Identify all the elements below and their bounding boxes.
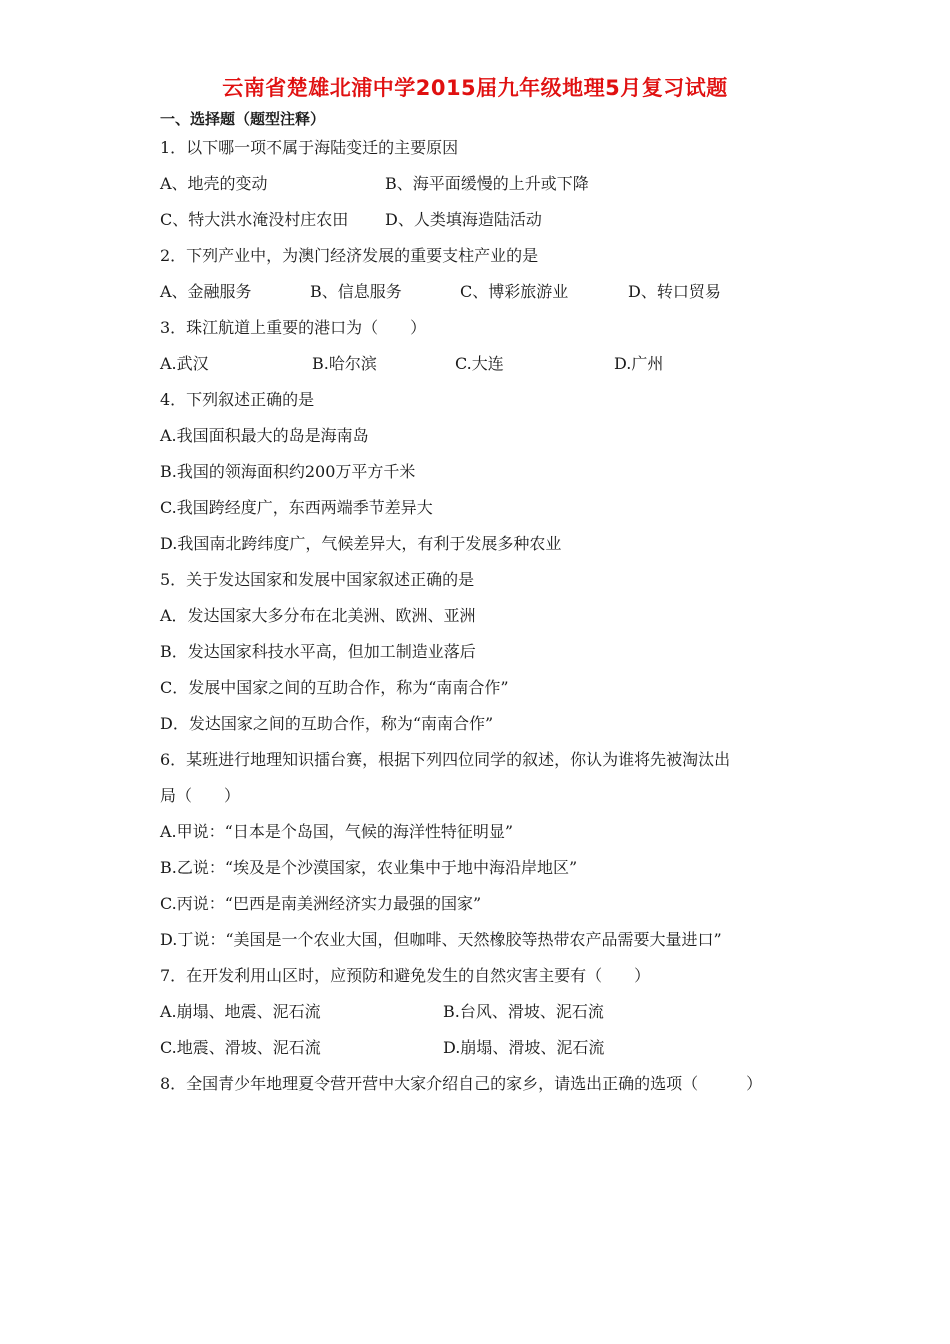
page-title: 云南省楚雄北浦中学2015届九年级地理5月复习试题 <box>222 76 728 100</box>
section-heading: 一、选择题（题型注释） <box>160 110 326 128</box>
question-1-option-b: B、海平面缓慢的上升或下降 <box>385 174 589 193</box>
question-4-stem: 4．下列叙述正确的是 <box>160 390 315 409</box>
question-7-stem: 7．在开发利用山区时，应预防和避免发生的自然灾害主要有（ ） <box>160 966 651 985</box>
question-6-option-a: A.甲说：“日本是个岛国，气候的海洋性特征明显” <box>160 822 514 841</box>
question-5-stem: 5．关于发达国家和发展中国家叙述正确的是 <box>160 570 475 589</box>
question-6-stem: 6．某班进行地理知识擂台赛，根据下列四位同学的叙述，你认为谁将先被淘汰出 <box>160 750 731 769</box>
question-2-option-a: A、金融服务 <box>160 282 252 301</box>
question-7-option-c: C.地震、滑坡、泥石流 <box>160 1038 321 1057</box>
question-2-option-b: B、信息服务 <box>310 282 402 301</box>
question-6-option-b: B.乙说：“埃及是个沙漠国家，农业集中于地中海沿岸地区” <box>160 858 578 877</box>
question-7-option-a: A.崩塌、地震、泥石流 <box>160 1002 321 1021</box>
question-5-option-a: A．发达国家大多分布在北美洲、欧洲、亚洲 <box>160 606 476 625</box>
question-6-option-d: D.丁说：“美国是一个农业大国，但咖啡、天然橡胶等热带农产品需要大量进口” <box>160 930 722 949</box>
question-6-stem-continued: 局（ ） <box>160 786 241 805</box>
question-5-option-c: C．发展中国家之间的互助合作，称为“南南合作” <box>160 678 509 697</box>
question-1-option-a: A、地壳的变动 <box>160 174 268 193</box>
question-2-option-c: C、博彩旅游业 <box>460 282 569 301</box>
question-3-stem: 3．珠江航道上重要的港口为（ ） <box>160 318 427 337</box>
question-6-option-c: C.丙说：“巴西是南美洲经济实力最强的国家” <box>160 894 482 913</box>
question-7-option-d: D.崩塌、滑坡、泥石流 <box>443 1038 605 1057</box>
question-5-option-d: D．发达国家之间的互助合作，称为“南南合作” <box>160 714 494 733</box>
question-3-option-b: B.哈尔滨 <box>312 354 377 373</box>
question-1-stem: 1．以下哪一项不属于海陆变迁的主要原因 <box>160 138 459 157</box>
question-3-option-c: C.大连 <box>455 354 504 373</box>
question-5-option-b: B．发达国家科技水平高，但加工制造业落后 <box>160 642 476 661</box>
question-1-option-c: C、特大洪水淹没村庄农田 <box>160 210 349 229</box>
question-8-stem: 8．全国青少年地理夏令营开营中大家介绍自己的家乡，请选出正确的选项（ ） <box>160 1074 763 1093</box>
question-2-stem: 2．下列产业中，为澳门经济发展的重要支柱产业的是 <box>160 246 539 265</box>
question-4-option-c: C.我国跨经度广，东西两端季节差异大 <box>160 498 433 517</box>
question-4-option-d: D.我国南北跨纬度广，气候差异大，有利于发展多种农业 <box>160 534 562 553</box>
question-2-option-d: D、转口贸易 <box>628 282 721 301</box>
question-7-option-b: B.台风、滑坡、泥石流 <box>443 1002 604 1021</box>
question-4-option-b: B.我国的领海面积约200万平方千米 <box>160 462 416 481</box>
question-4-option-a: A.我国面积最大的岛是海南岛 <box>160 426 369 445</box>
question-3-option-a: A.武汉 <box>160 354 209 373</box>
question-3-option-d: D.广州 <box>614 354 664 373</box>
question-1-option-d: D、人类填海造陆活动 <box>385 210 542 229</box>
